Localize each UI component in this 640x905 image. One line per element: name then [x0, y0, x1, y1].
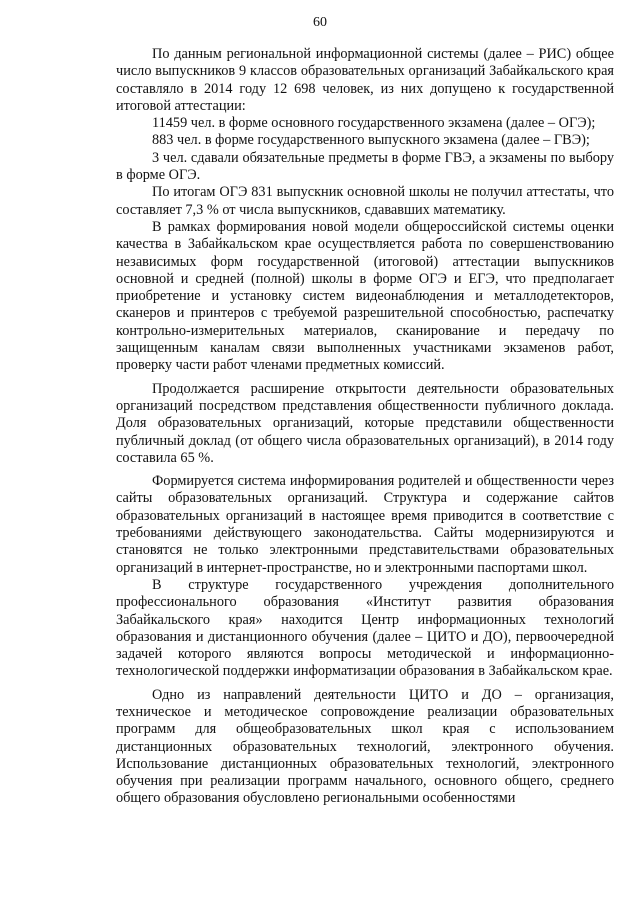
- paragraph-school-websites: Формируется система информирования родителей и общественности через сайты образовательных организаций. Структура и содержание сайтов образовательных организаций в настоящее время приводится в соответствие с требованиями действующего законодательства. Сайты модернизируются и становятся не только электронными представительствами образовательных организаций в интернет-пространстве, но и электронными паспортами школ.: [116, 473, 614, 576]
- paragraph-cito-center: В структуре государственного учреждения дополнительного профессионального образования «Институт развития образования Забайкальского края» находится Центр информационных технологий образования и дистанционного обучения (далее – ЦИТО и ДО), первоочередной задачей которого являются вопросы методической и информационно-технологической поддержки информатизации образования в Забайкальском крае.: [116, 576, 614, 680]
- paragraph-mixed-form: 3 чел. сдавали обязательные предметы в форме ГВЭ, а экзамены по выбору в форме ОГЭ.: [116, 149, 614, 184]
- paragraph-public-report: Продолжается расширение открытости деятельности образовательных организаций посредством представления общественности публичного доклада. Доля образовательных организаций, которые представили общественности публичный доклад (от общего числа образовательных организаций), в 2014 году составила 65 %.: [116, 380, 614, 466]
- paragraph-ris-graduates: По данным региональной информационной системы (далее – РИС) общее число выпускников 9 классов образовательных организаций Забайкальского края составляло в 2014 году 12 698 человек, из них допущено к государственной итоговой аттестации:: [116, 46, 614, 114]
- paragraph-distance-learning: Одно из направлений деятельности ЦИТО и ДО – организация, техническое и методическое сопровождение реализации образовательных программ для общеобразовательных школ края с использованием дистанционных образовательных технологий, электронного обучения. Использование дистанционных образовательных технологий, электронного обучения при реализации программ начального, основного общего, среднего общего образования обусловлено региональными особенностями: [116, 686, 614, 807]
- paragraph-quality-system: В рамках формирования новой модели общероссийской системы оценки качества в Забайкальском крае осуществляется работа по совершенствованию независимых форм государственной (итоговой) аттестации выпускников основной и средней (полной) школы в форме ОГЭ и ЕГЭ, что предполагает приобретение и установку систем видеонаблюдения и металлодетекторов, сканеров и принтеров с требуемой разрешительной способностью, распечатку контрольно-измерительных материалов, сканирование и передачу по защищенным каналам связи выполненных участниками экзаменов работ, проверку части работ членами предметных комиссий.: [116, 218, 614, 374]
- document-body: [116, 46, 614, 808]
- paragraph-oge-results: По итогам ОГЭ 831 выпускник основной школы не получил аттестаты, что составляет 7,3 % от числа выпускников, сдававших математику.: [116, 184, 614, 218]
- page-number: 60: [313, 15, 327, 30]
- paragraph-gve-count: 883 чел. в форме государственного выпускного экзамена (далее – ГВЭ);: [152, 132, 590, 149]
- paragraph-oge-count: 11459 чел. в форме основного государственного экзамена (далее – ОГЭ);: [152, 115, 596, 132]
